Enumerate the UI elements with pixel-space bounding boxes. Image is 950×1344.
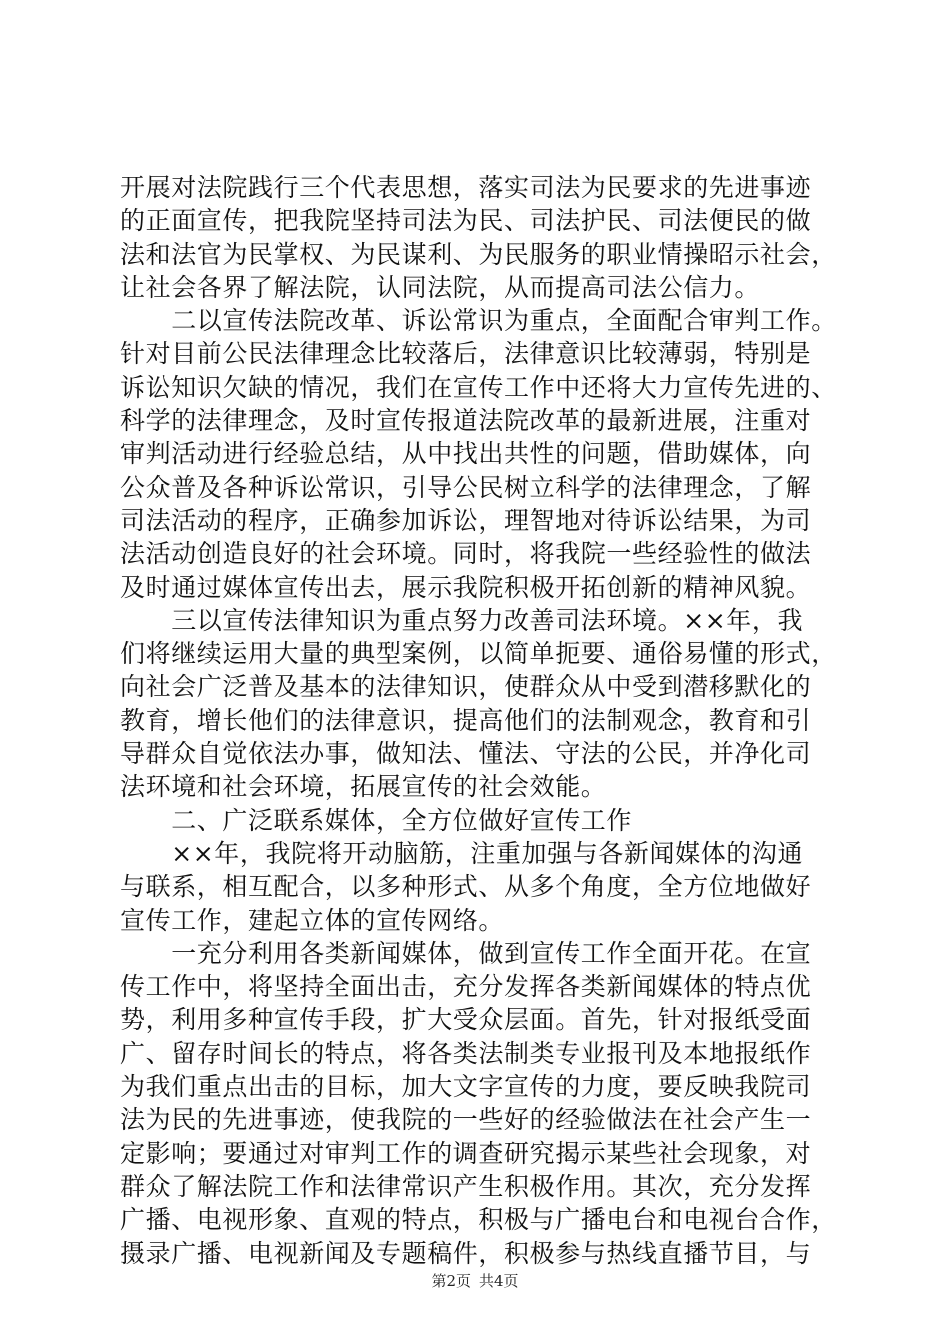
text-line: 法活动创造良好的社会环境。同时，将我院一些经验性的做法: [120, 539, 812, 569]
text-line: 诉讼知识欠缺的情况，我们在宣传工作中还将大力宣传先进的、: [120, 372, 837, 402]
text-line: 一充分利用各类新闻媒体，做到宣传工作全面开花。在宣: [120, 938, 812, 968]
text-line: 为我们重点出击的目标，加大文字宣传的力度，要反映我院司: [120, 1072, 812, 1102]
text-line: 定影响；要通过对审判工作的调查研究揭示某些社会现象，对: [120, 1138, 812, 1168]
text-line: 及时通过媒体宣传出去，展示我院积极开拓创新的精神风貌。: [120, 572, 812, 602]
text-line: 法环境和社会环境，拓展宣传的社会效能。: [120, 772, 607, 802]
text-line: 广、留存时间长的特点，将各类法制类专业报刊及本地报纸作: [120, 1038, 812, 1068]
text-line: 法和法官为民掌权、为民谋利、为民服务的职业情操昭示社会，: [120, 239, 837, 269]
text-line: 向社会广泛普及基本的法律知识，使群众从中受到潜移默化的: [120, 672, 812, 702]
text-line: 群众了解法院工作和法律常识产生积极作用。其次，充分发挥: [120, 1171, 812, 1201]
text-line: 的正面宣传，把我院坚持司法为民、司法护民、司法便民的做: [120, 206, 812, 236]
page-number: 第2页: [431, 1272, 471, 1290]
text-line: 导群众自觉依法办事，做知法、懂法、守法的公民，并净化司: [120, 739, 812, 769]
text-line: 针对目前公民法律理念比较落后，法律意识比较薄弱，特别是: [120, 339, 812, 369]
text-line: ××年，我院将开动脑筋，注重加强与各新闻媒体的沟通: [120, 838, 804, 868]
text-line: 宣传工作，建起立体的宣传网络。: [120, 905, 505, 935]
text-line: 与联系，相互配合，以多种形式、从多个角度，全方位地做好: [120, 872, 812, 902]
page-footer: [0, 1271, 950, 1291]
text-line: 科学的法律理念，及时宣传报道法院改革的最新进展，注重对: [120, 406, 812, 436]
body-text: [120, 171, 840, 1270]
text-line: 们将继续运用大量的典型案例，以简单扼要、通俗易懂的形式，: [120, 639, 837, 669]
text-line: 让社会各界了解法院，认同法院，从而提高司法公信力。: [120, 272, 761, 302]
text-line: 法为民的先进事迹，使我院的一些好的经验做法在社会产生一: [120, 1105, 812, 1135]
text-line: 开展对法院践行三个代表思想，落实司法为民要求的先进事迹: [120, 173, 812, 202]
text-line: 教育，增长他们的法律意识，提高他们的法制观念，教育和引: [120, 705, 812, 735]
text-line: 审判活动进行经验总结，从中找出共性的问题，借助媒体，向: [120, 439, 812, 469]
text-line: 势，利用多种宣传手段，扩大受众层面。首先，针对报纸受面: [120, 1005, 812, 1035]
text-line: 广播、电视形象、直观的特点，积极与广播电台和电视台合作，: [120, 1205, 837, 1235]
page-total: 共4页: [479, 1272, 519, 1290]
text-line: 公众普及各种诉讼常识，引导公民树立科学的法律理念，了解: [120, 472, 812, 502]
text-line: 二以宣传法院改革、诉讼常识为重点，全面配合审判工作。: [120, 306, 837, 336]
text-line: 摄录广播、电视新闻及专题稿件，积极参与热线直播节目，与: [120, 1238, 812, 1268]
text-line: 传工作中，将坚持全面出击，充分发挥各类新闻媒体的特点优: [120, 972, 812, 1002]
text-line: 三以宣传法律知识为重点努力改善司法环境。××年，我: [120, 605, 804, 635]
text-line: 司法活动的程序，正确参加诉讼，理智地对待诉讼结果，为司: [120, 505, 812, 535]
text-line: 二、广泛联系媒体，全方位做好宣传工作: [120, 805, 633, 835]
